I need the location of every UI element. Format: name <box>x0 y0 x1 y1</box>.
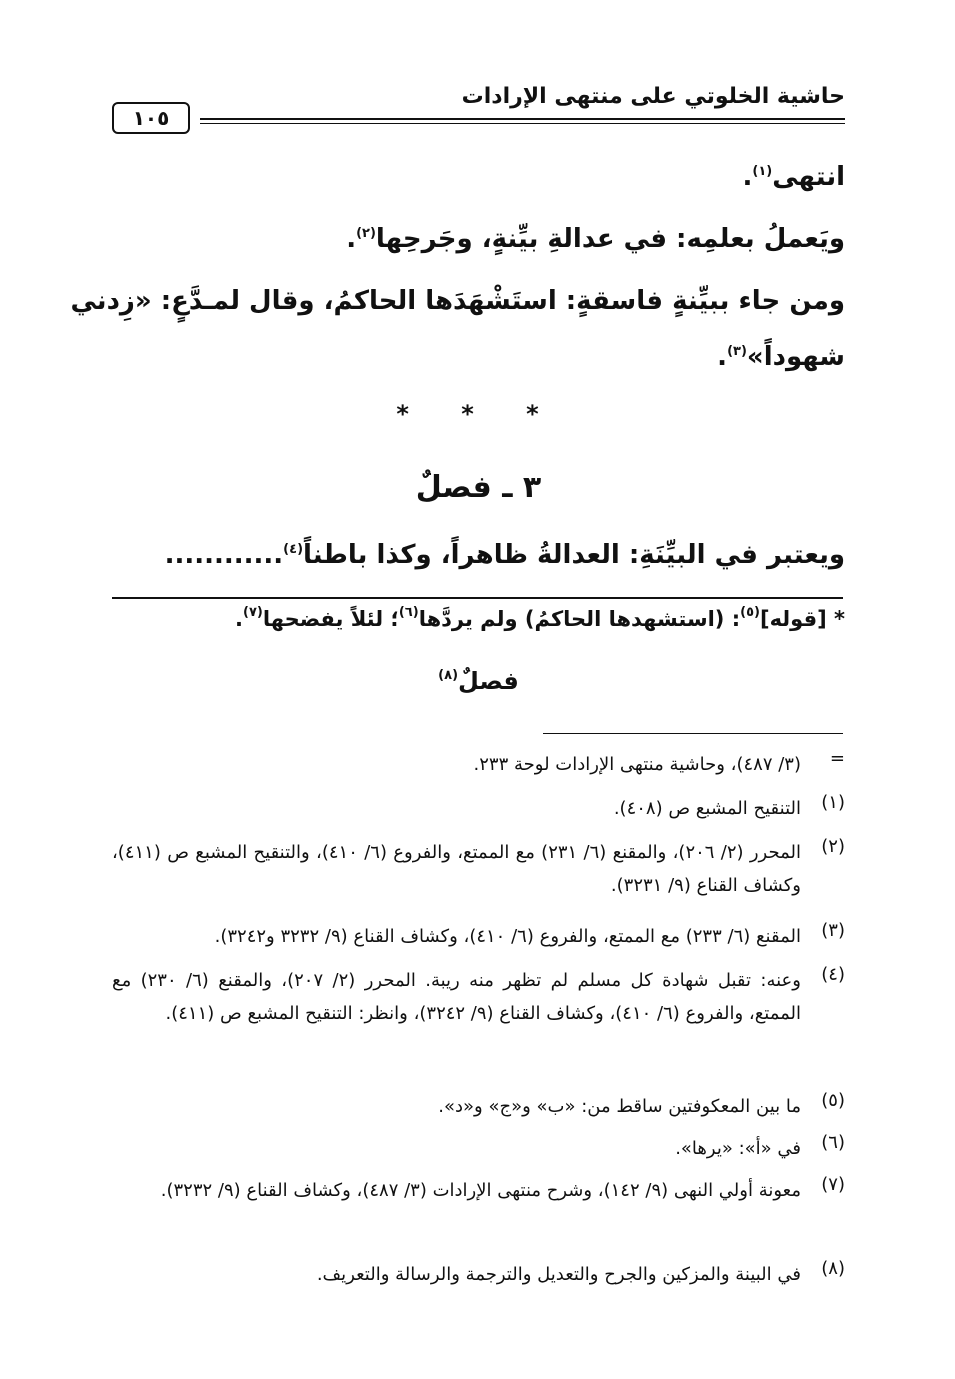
footnote-ref-1: (١) <box>752 164 773 179</box>
main-line-2: ويَعملُ بعلمِه: في عدالةِ بيِّنةٍ، وجَرحِها$^{(٢)}$. <box>346 224 845 254</box>
section-heading: ٣ ـ فصلٌ <box>415 470 542 505</box>
main-line-3: ومن جاء ببيِّنةٍ فاسقةٍ: استَشْهَدَها الحاكمُ، وقال لمـدَّعٍ: «زِدني <box>70 286 845 316</box>
commentary-sub-heading: فصلٌ$^{(٨)}$ <box>438 667 519 695</box>
header-rule <box>200 118 845 124</box>
footnote-ref-4: (٤) <box>283 542 304 557</box>
main-line-5: ويعتبر في البيِّنَةِ: العدالةُ ظاهراً، وكذا باطناً$^{(٤)}$............ <box>164 540 845 570</box>
text-divider <box>112 597 843 599</box>
page-number-box: ١٠٥ <box>112 102 190 134</box>
footnote-ref-2: (٢) <box>356 226 376 241</box>
footnote-rule <box>543 733 843 734</box>
section-separator-stars: * * * <box>396 400 561 428</box>
star-icon: * <box>834 607 845 631</box>
footnote-ref-3: (٣) <box>727 344 747 359</box>
main-line-4: شهوداً»$^{(٣)}$. <box>717 342 845 372</box>
page-header <box>112 84 845 140</box>
main-line-1: انتهى$^{(١)}$. <box>742 162 845 192</box>
commentary-line-1: * [قوله]$^{(٥)}$: (استشهدها الحاكمُ) ولم يردَّها$^{(٦)}$؛ لئلاً يفضحها$^{(٧)}$. <box>235 605 845 631</box>
running-title: حاشية الخلوتي على منتهى الإرادات <box>461 84 845 109</box>
book-page: حاشية الخلوتي على منتهى الإرادات ١٠٥ انتهى$^{(١)}$. ويَعملُ بعلمِه: في عدالةِ بيِّنةٍ، وجَرحِها$^{(٢)}$. ومن جاء ببيِّنةٍ فاسقةٍ: استَشْهَدَها الحاكمُ، وقال لمـدَّعٍ: «زِدني شهوداً»$^{(٣)}$. * * * ٣ ـ فصلٌ ويعتبر في البيِّنَةِ: العدالةُ ظاهراً، وكذا باطناً$^{(٤)}$............ * [قوله]$^{(٥)}$: (استشهدها الحاكمُ) ولم يردَّها$^{(٦)}$؛ لئلاً يفضحها$^{(٧)}$. فصلٌ$^{(٨)}$ = (٣/ ٤٨٧)، وحاشية منتهى الإرادات لوحة ٢٣٣. (١) التنقيح المشبع ص (٤٠٨). (٢) المحرر (٢/ ٢٠٦)، والمقنع (٦/ ٢٣١) مع الممتع، والفروع (٦/ ٤١٠)، والتنقيح المشبع ص (٤١١)، وكشاف القناع (٩/ ٣٢٣١). (٣) المقنع (٦/ ٢٣٣) مع الممتع، والفروع (٦/ ٤١٠)، وكشاف القناع (٩/ ٣٢٣٢ و٣٢٤٢). (٤) وعنه: تقبل شهادة كل مسلم لم تظهر منه ريبة. المحرر (٢/ ٢٠٧)، والمقنع (٦/ ٢٣٠) مع الممتع، والفروع (٦/ ٤١٠)، وكشاف القناع (٩/ ٣٢٤٢)، وانظر: التنقيح المشبع ص (٤١١). (٥) ما بين المعكوفتين ساقط من: «ب» و«ج» و«د». (٦) في «أ»: «يرها». (٧) معونة أولي النهى (٩/ ١٤٢)، وشرح منتهى الإرادات (٣/ ٤٨٧)، وكشاف القناع (٩/ ٣٢٣٢). (٨) في البينة والمزكين والجرح والتعديل والترجمة والرسالة والتعريف. <box>70 84 845 1285</box>
